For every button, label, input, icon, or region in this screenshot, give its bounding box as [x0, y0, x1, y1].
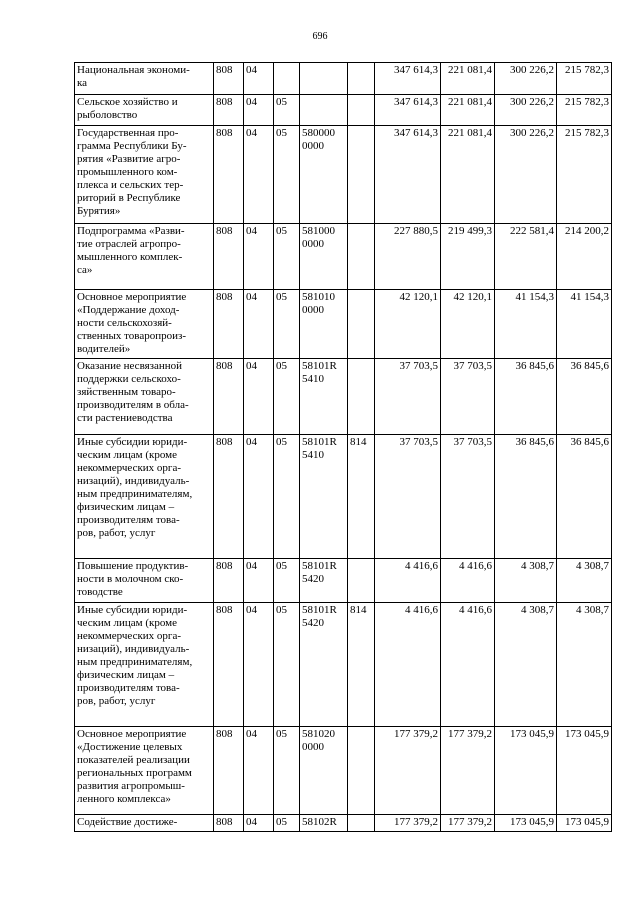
row-expense-type-code	[348, 559, 375, 603]
row-vedomstvo-code: 808	[214, 559, 244, 603]
row-amount-1: 347 614,3	[375, 126, 441, 224]
row-amount-4: 215 782,3	[557, 126, 612, 224]
row-amount-2: 4 416,6	[441, 603, 495, 727]
row-target-article-code: 581000 0000	[300, 224, 348, 290]
row-name: Повышение продуктив- ности в молочном ско- товодстве	[75, 559, 214, 603]
row-target-article-code	[300, 95, 348, 126]
row-amount-4: 36 845,6	[557, 435, 612, 559]
row-name: Сельское хозяйство и рыболовство	[75, 95, 214, 126]
row-expense-type-code	[348, 815, 375, 832]
row-amount-2: 221 081,4	[441, 95, 495, 126]
row-amount-1: 37 703,5	[375, 435, 441, 559]
row-name: Иные субсидии юриди- ческим лицам (кроме некоммерческих орга- низаций), индивидуаль- ным предпринимателям, физическим лицам – производителям това- ров, работ, услуг	[75, 435, 214, 559]
row-vedomstvo-code: 808	[214, 126, 244, 224]
row-expense-type-code	[348, 727, 375, 815]
row-amount-2: 221 081,4	[441, 126, 495, 224]
row-razdel-code: 04	[244, 359, 274, 435]
table-row	[75, 435, 612, 559]
budget-table	[74, 62, 612, 832]
row-amount-3: 300 226,2	[495, 126, 557, 224]
row-target-article-code	[300, 63, 348, 95]
row-razdel-code: 04	[244, 559, 274, 603]
row-vedomstvo-code: 808	[214, 603, 244, 727]
row-amount-3: 36 845,6	[495, 435, 557, 559]
row-vedomstvo-code: 808	[214, 63, 244, 95]
row-vedomstvo-code: 808	[214, 290, 244, 359]
row-podrazdel-code	[274, 63, 300, 95]
row-razdel-code: 04	[244, 95, 274, 126]
row-name: Иные субсидии юриди- ческим лицам (кроме некоммерческих орга- низаций), индивидуаль- ным предпринимателям, физическим лицам – производителям това- ров, работ, услуг	[75, 603, 214, 727]
row-amount-3: 4 308,7	[495, 559, 557, 603]
row-target-article-code: 581020 0000	[300, 727, 348, 815]
row-amount-2: 37 703,5	[441, 435, 495, 559]
row-amount-4: 215 782,3	[557, 63, 612, 95]
table-row	[75, 63, 612, 95]
row-vedomstvo-code: 808	[214, 359, 244, 435]
row-amount-1: 347 614,3	[375, 95, 441, 126]
row-razdel-code: 04	[244, 290, 274, 359]
table-row	[75, 126, 612, 224]
row-expense-type-code: 814	[348, 603, 375, 727]
row-amount-3: 222 581,4	[495, 224, 557, 290]
row-amount-2: 177 379,2	[441, 815, 495, 832]
row-vedomstvo-code: 808	[214, 435, 244, 559]
row-amount-3: 300 226,2	[495, 95, 557, 126]
row-vedomstvo-code: 808	[214, 95, 244, 126]
row-target-article-code: 58101R 5410	[300, 435, 348, 559]
row-amount-3: 4 308,7	[495, 603, 557, 727]
row-podrazdel-code: 05	[274, 435, 300, 559]
row-podrazdel-code: 05	[274, 224, 300, 290]
row-podrazdel-code: 05	[274, 727, 300, 815]
row-vedomstvo-code: 808	[214, 727, 244, 815]
table-row	[75, 559, 612, 603]
row-razdel-code: 04	[244, 727, 274, 815]
row-name: Подпрограмма «Разви- тие отраслей агропро- мышленного комплек- са»	[75, 224, 214, 290]
row-podrazdel-code: 05	[274, 603, 300, 727]
row-podrazdel-code: 05	[274, 359, 300, 435]
row-amount-1: 177 379,2	[375, 727, 441, 815]
row-target-article-code: 58101R 5410	[300, 359, 348, 435]
row-vedomstvo-code: 808	[214, 224, 244, 290]
row-expense-type-code	[348, 95, 375, 126]
row-amount-3: 41 154,3	[495, 290, 557, 359]
row-target-article-code: 58101R 5420	[300, 559, 348, 603]
row-razdel-code: 04	[244, 63, 274, 95]
row-amount-4: 173 045,9	[557, 727, 612, 815]
row-amount-1: 347 614,3	[375, 63, 441, 95]
row-amount-2: 221 081,4	[441, 63, 495, 95]
row-podrazdel-code: 05	[274, 95, 300, 126]
row-expense-type-code	[348, 63, 375, 95]
row-amount-1: 177 379,2	[375, 815, 441, 832]
row-target-article-code: 58101R 5420	[300, 603, 348, 727]
row-razdel-code: 04	[244, 126, 274, 224]
row-target-article-code: 581010 0000	[300, 290, 348, 359]
row-amount-3: 36 845,6	[495, 359, 557, 435]
table-row	[75, 603, 612, 727]
row-expense-type-code	[348, 359, 375, 435]
row-amount-2: 42 120,1	[441, 290, 495, 359]
row-amount-2: 37 703,5	[441, 359, 495, 435]
table-row	[75, 224, 612, 290]
row-expense-type-code	[348, 126, 375, 224]
row-amount-1: 227 880,5	[375, 224, 441, 290]
row-expense-type-code	[348, 290, 375, 359]
row-amount-3: 300 226,2	[495, 63, 557, 95]
row-amount-4: 4 308,7	[557, 603, 612, 727]
row-amount-4: 173 045,9	[557, 815, 612, 832]
row-amount-1: 4 416,6	[375, 559, 441, 603]
page-number: 696	[312, 31, 328, 42]
row-podrazdel-code: 05	[274, 126, 300, 224]
row-amount-4: 4 308,7	[557, 559, 612, 603]
row-amount-2: 219 499,3	[441, 224, 495, 290]
row-amount-1: 42 120,1	[375, 290, 441, 359]
row-razdel-code: 04	[244, 815, 274, 832]
row-razdel-code: 04	[244, 224, 274, 290]
table-row	[75, 815, 612, 832]
row-name: Основное мероприятие «Поддержание доход- ности сельскохозяй- ственных товаропроиз- водителей»	[75, 290, 214, 359]
row-name: Национальная экономи- ка	[75, 63, 214, 95]
row-razdel-code: 04	[244, 435, 274, 559]
row-vedomstvo-code: 808	[214, 815, 244, 832]
row-podrazdel-code: 05	[274, 559, 300, 603]
row-name: Основное мероприятие «Достижение целевых показателей реализации региональных программ развития агропромыш- ленного комплекса»	[75, 727, 214, 815]
row-amount-1: 37 703,5	[375, 359, 441, 435]
table-row	[75, 727, 612, 815]
row-amount-4: 214 200,2	[557, 224, 612, 290]
row-podrazdel-code: 05	[274, 815, 300, 832]
row-amount-2: 4 416,6	[441, 559, 495, 603]
row-razdel-code: 04	[244, 603, 274, 727]
row-podrazdel-code: 05	[274, 290, 300, 359]
row-amount-4: 41 154,3	[557, 290, 612, 359]
table-row	[75, 95, 612, 126]
row-expense-type-code: 814	[348, 435, 375, 559]
row-target-article-code: 58102R	[300, 815, 348, 832]
row-amount-4: 36 845,6	[557, 359, 612, 435]
row-name: Оказание несвязанной поддержки сельскохо- зяйственным товаро- производителям в обла- сти растениеводства	[75, 359, 214, 435]
row-amount-4: 215 782,3	[557, 95, 612, 126]
row-amount-3: 173 045,9	[495, 727, 557, 815]
table-row	[75, 290, 612, 359]
row-target-article-code: 580000 0000	[300, 126, 348, 224]
row-name: Содействие достиже-	[75, 815, 214, 832]
row-amount-3: 173 045,9	[495, 815, 557, 832]
row-amount-2: 177 379,2	[441, 727, 495, 815]
table-row	[75, 359, 612, 435]
row-amount-1: 4 416,6	[375, 603, 441, 727]
row-expense-type-code	[348, 224, 375, 290]
row-name: Государственная про- грамма Республики Бу- рятия «Развитие агро- промышленного ком- плекса и сельских тер- риторий в Республике Бурятия»	[75, 126, 214, 224]
